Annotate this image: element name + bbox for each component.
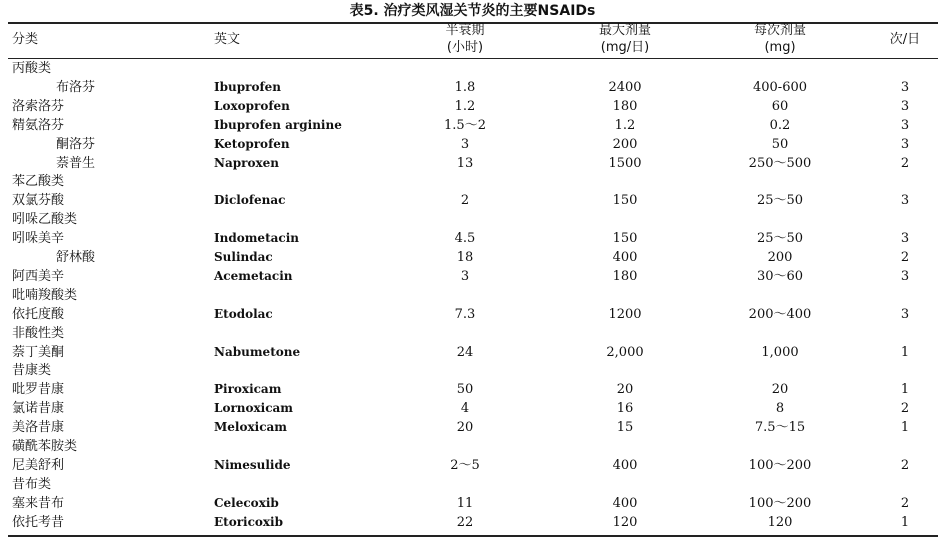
per-dose-value: 0.2 bbox=[769, 117, 791, 133]
max-dose-value: 15 bbox=[616, 420, 634, 436]
per-dose-value: 100～200 bbox=[748, 495, 812, 511]
per-dose-value: 1,000 bbox=[761, 344, 799, 360]
per-dose-value: 20 bbox=[771, 382, 789, 398]
drug-name-en: Naproxen bbox=[214, 155, 279, 170]
table-row bbox=[0, 494, 945, 513]
half-life-value: 22 bbox=[456, 514, 474, 530]
per-dose-value: 60 bbox=[771, 98, 789, 114]
category-label: 非酸性类 bbox=[12, 325, 65, 341]
table-row bbox=[0, 191, 945, 210]
per-dose-value: 120 bbox=[767, 514, 793, 530]
drug-name-cn: 美洛昔康 bbox=[12, 420, 65, 436]
max-dose-value: 400 bbox=[612, 250, 638, 265]
max-dose-value: 180 bbox=[612, 98, 638, 114]
half-life-value: 4.5 bbox=[454, 231, 476, 247]
frequency-value: 2 bbox=[900, 401, 910, 417]
drug-name-en: Nabumetone bbox=[214, 344, 301, 359]
drug-name-cn: 阿西美辛 bbox=[12, 268, 65, 284]
drug-name-en: Diclofenac bbox=[214, 193, 286, 208]
frequency-value: 1 bbox=[900, 514, 910, 530]
drug-name-en: Loxoprofen bbox=[214, 98, 290, 113]
bottom-rule bbox=[8, 535, 938, 537]
drug-name-en: Celecoxib bbox=[214, 495, 279, 510]
category-label: 苯乙酸类 bbox=[12, 174, 65, 190]
header-max-dose-line2: (mg/日) bbox=[600, 40, 650, 55]
header-frequency: 次/日 bbox=[889, 32, 921, 47]
table-row bbox=[0, 305, 945, 324]
drug-name-cn: 舒林酸 bbox=[56, 250, 96, 265]
table-row bbox=[0, 116, 945, 135]
category-row bbox=[0, 172, 945, 191]
max-dose-value: 1200 bbox=[608, 306, 642, 322]
half-life-value: 1.2 bbox=[454, 98, 476, 114]
drug-name-en: Piroxicam bbox=[214, 382, 282, 397]
category-row bbox=[0, 210, 945, 229]
half-life-value: 2～5 bbox=[450, 457, 480, 473]
drug-name-cn: 依托考昔 bbox=[12, 514, 65, 530]
drug-name-cn: 吡罗昔康 bbox=[12, 382, 65, 398]
frequency-value: 2 bbox=[900, 155, 910, 171]
frequency-value: 3 bbox=[900, 79, 910, 95]
max-dose-value: 150 bbox=[612, 193, 638, 209]
per-dose-value: 400-600 bbox=[752, 79, 808, 95]
per-dose-value: 100～200 bbox=[748, 457, 812, 473]
drug-name-cn: 尼美舒利 bbox=[12, 457, 65, 473]
table-row bbox=[0, 399, 945, 418]
per-dose-value: 30～60 bbox=[756, 268, 804, 284]
table-row bbox=[0, 343, 945, 362]
table-row bbox=[0, 418, 945, 437]
frequency-value: 2 bbox=[900, 457, 910, 473]
half-life-value: 3 bbox=[460, 136, 470, 152]
drug-name-en: Lornoxicam bbox=[214, 401, 293, 416]
max-dose-value: 120 bbox=[612, 514, 638, 530]
per-dose-value: 250～500 bbox=[748, 155, 812, 171]
max-dose-value: 1.2 bbox=[614, 117, 636, 133]
drug-name-en: Etoricoxib bbox=[214, 514, 283, 529]
drug-name-cn: 双氯芬酸 bbox=[12, 193, 65, 209]
drug-name-en: Sulindac bbox=[214, 250, 273, 264]
table-title: 表5. 治疗类风湿关节炎的主要NSAIDs bbox=[349, 3, 596, 19]
half-life-value: 24 bbox=[456, 344, 474, 360]
header-half-life-line1: 半衰期 bbox=[445, 23, 485, 38]
per-dose-value: 200 bbox=[767, 250, 793, 265]
header-per-dose-line2: (mg) bbox=[764, 40, 796, 55]
frequency-value: 3 bbox=[900, 193, 910, 209]
category-label: 吡喃羧酸类 bbox=[12, 287, 78, 303]
drug-name-cn: 酮洛芬 bbox=[56, 136, 96, 152]
half-life-value: 11 bbox=[456, 495, 474, 511]
frequency-value: 1 bbox=[900, 420, 910, 436]
per-dose-value: 25～50 bbox=[756, 231, 804, 247]
table-row bbox=[0, 78, 945, 97]
drug-name-en: Acemetacin bbox=[214, 268, 293, 283]
table-row bbox=[0, 135, 945, 154]
header-max-dose-line1: 最大剂量 bbox=[598, 23, 651, 38]
half-life-value: 50 bbox=[456, 382, 474, 398]
per-dose-value: 25～50 bbox=[756, 193, 804, 209]
frequency-value: 3 bbox=[900, 231, 910, 247]
category-label: 昔康类 bbox=[12, 363, 52, 379]
half-life-value: 18 bbox=[456, 250, 474, 265]
half-life-value: 4 bbox=[460, 401, 470, 417]
frequency-value: 3 bbox=[900, 136, 910, 152]
half-life-value: 1.8 bbox=[454, 79, 476, 95]
category-row bbox=[0, 324, 945, 343]
max-dose-value: 180 bbox=[612, 268, 638, 284]
header-category: 分类 bbox=[12, 32, 39, 47]
drug-name-cn: 萘丁美酮 bbox=[12, 344, 65, 360]
frequency-value: 3 bbox=[900, 268, 910, 284]
drug-name-cn: 吲哚美辛 bbox=[12, 231, 65, 247]
drug-name-cn: 精氨洛芬 bbox=[12, 117, 65, 133]
drug-name-en: Ibuprofen arginine bbox=[214, 117, 342, 132]
drug-name-cn: 依托度酸 bbox=[12, 306, 65, 322]
table-row bbox=[0, 456, 945, 475]
category-row bbox=[0, 475, 945, 494]
table-row bbox=[0, 380, 945, 399]
frequency-value: 1 bbox=[900, 344, 910, 360]
frequency-value: 2 bbox=[900, 495, 910, 511]
half-life-value: 13 bbox=[456, 155, 474, 171]
max-dose-value: 20 bbox=[616, 382, 634, 398]
category-row bbox=[0, 286, 945, 305]
per-dose-value: 200～400 bbox=[748, 306, 812, 322]
half-life-value: 1.5～2 bbox=[444, 117, 486, 133]
category-label: 昔布类 bbox=[12, 476, 52, 492]
frequency-value: 3 bbox=[900, 117, 910, 133]
table-row bbox=[0, 97, 945, 116]
category-label: 磺酰苯胺类 bbox=[12, 439, 78, 454]
per-dose-value: 50 bbox=[771, 136, 789, 152]
frequency-value: 2 bbox=[900, 250, 910, 265]
drug-name-en: Ibuprofen bbox=[214, 79, 281, 94]
max-dose-value: 400 bbox=[612, 495, 638, 511]
frequency-value: 3 bbox=[900, 306, 910, 322]
half-life-value: 2 bbox=[460, 193, 470, 209]
drug-name-cn: 萘普生 bbox=[56, 155, 96, 171]
frequency-value: 3 bbox=[900, 98, 910, 114]
table-row bbox=[0, 267, 945, 286]
drug-name-cn: 洛索洛芬 bbox=[12, 98, 65, 114]
drug-name-en: Etodolac bbox=[214, 306, 273, 321]
drug-name-en: Meloxicam bbox=[214, 420, 287, 435]
per-dose-value: 7.5～15 bbox=[754, 420, 806, 436]
max-dose-value: 1500 bbox=[608, 155, 642, 171]
category-label: 吲哚乙酸类 bbox=[12, 212, 78, 228]
frequency-value: 1 bbox=[900, 382, 910, 398]
drug-name-cn: 塞来昔布 bbox=[12, 495, 65, 511]
header-max-dose bbox=[560, 22, 690, 56]
table-row bbox=[0, 229, 945, 248]
drug-name-cn: 布洛芬 bbox=[56, 79, 96, 95]
header-half-life bbox=[410, 22, 520, 56]
category-label: 丙酸类 bbox=[12, 61, 52, 76]
header-per-dose bbox=[700, 22, 860, 56]
category-row bbox=[0, 437, 945, 456]
drug-name-en: Ketoprofen bbox=[214, 136, 290, 151]
header-half-life-line2: (小时) bbox=[446, 40, 484, 55]
half-life-value: 3 bbox=[460, 268, 470, 284]
drug-name-en: Nimesulide bbox=[214, 457, 291, 472]
table-row bbox=[0, 154, 945, 173]
half-life-value: 20 bbox=[456, 420, 474, 436]
max-dose-value: 150 bbox=[612, 231, 638, 247]
max-dose-value: 400 bbox=[612, 457, 638, 473]
per-dose-value: 8 bbox=[775, 401, 785, 417]
category-row bbox=[0, 59, 945, 78]
max-dose-value: 16 bbox=[616, 401, 634, 417]
half-life-value: 7.3 bbox=[454, 306, 476, 322]
table-row bbox=[0, 513, 945, 532]
category-row bbox=[0, 361, 945, 380]
header-english: 英文 bbox=[214, 32, 241, 47]
table-row bbox=[0, 248, 945, 267]
drug-name-cn: 氯诺昔康 bbox=[12, 401, 65, 417]
max-dose-value: 200 bbox=[612, 136, 638, 152]
max-dose-value: 2400 bbox=[608, 79, 642, 95]
max-dose-value: 2,000 bbox=[606, 344, 644, 360]
header-per-dose-line1: 每次剂量 bbox=[753, 23, 806, 38]
drug-name-en: Indometacin bbox=[214, 231, 299, 246]
